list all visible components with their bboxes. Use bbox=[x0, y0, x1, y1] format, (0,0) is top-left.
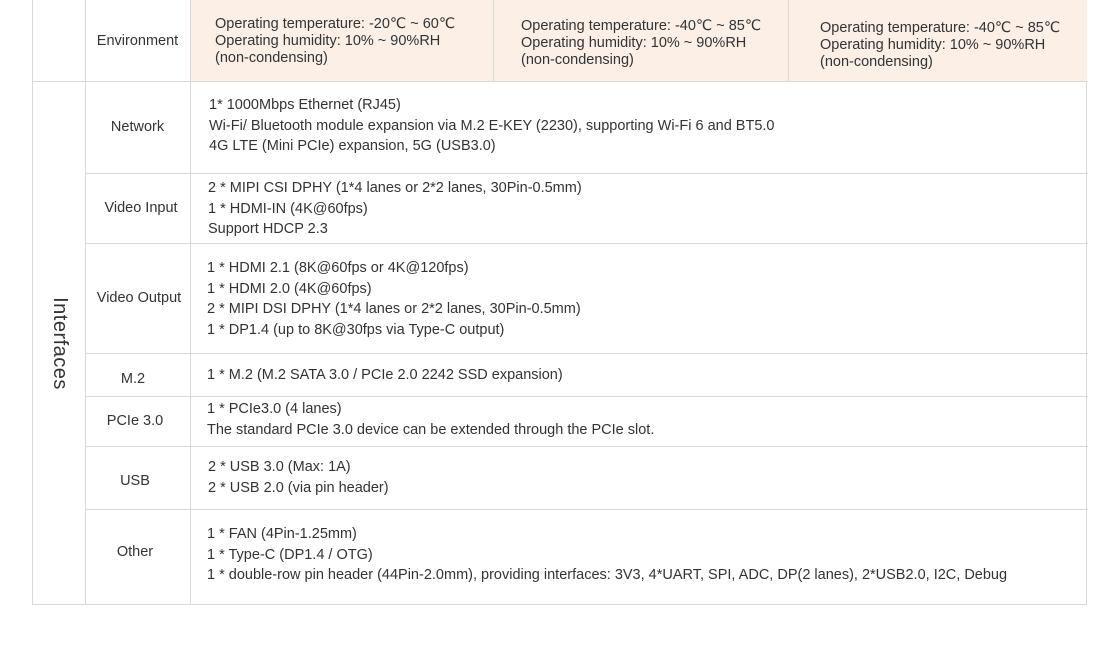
table-divider bbox=[85, 446, 1088, 447]
row-label: M.2 bbox=[120, 370, 146, 387]
table-divider bbox=[788, 0, 789, 81]
row-content bbox=[209, 95, 775, 157]
content-line: 1 * FAN (4Pin-1.25mm) bbox=[207, 526, 357, 542]
row-content bbox=[207, 365, 563, 386]
interface-row-pcie bbox=[33, 396, 1088, 446]
row-label: Video Input bbox=[104, 200, 178, 216]
row-label: Other bbox=[116, 544, 154, 560]
interface-row-network bbox=[33, 81, 1088, 173]
environment-cell-3 bbox=[789, 0, 1087, 81]
table-divider bbox=[33, 81, 1088, 82]
content-line: 1 * M.2 (M.2 SATA 3.0 / PCIe 2.0 2242 SSD expansion) bbox=[207, 367, 563, 383]
content-line: 2 * MIPI CSI DPHY (1*4 lanes or 2*2 lanes, 30Pin-0.5mm) bbox=[208, 180, 582, 196]
content-line: 2 * MIPI DSI DPHY (1*4 lanes or 2*2 lanes, 30Pin-0.5mm) bbox=[207, 301, 581, 317]
table-divider bbox=[493, 0, 494, 81]
table-divider bbox=[85, 0, 86, 605]
table-divider bbox=[85, 509, 1088, 510]
table-divider bbox=[190, 0, 191, 605]
table-divider bbox=[85, 173, 1088, 174]
environment-text: (non-condensing) bbox=[215, 50, 328, 66]
environment-text: Operating temperature: -20℃ ~ 60℃ bbox=[215, 16, 456, 32]
row-content bbox=[207, 399, 654, 440]
content-line: 1 * double-row pin header (44Pin-2.0mm), providing interfaces: 3V3, 4*UART, SPI, ADC, DP(2 lanes), 2*USB2.0, I2C, Debug bbox=[207, 567, 1008, 583]
content-line: 1 * Type-C (DP1.4 / OTG) bbox=[207, 546, 373, 563]
content-line: 4G LTE (Mini PCIe) expansion, 5G (USB3.0) bbox=[209, 138, 496, 154]
interface-row-usb bbox=[33, 446, 1088, 509]
spec-table bbox=[32, 0, 1087, 605]
row-content bbox=[208, 178, 582, 240]
content-line: 2 * USB 3.0 (Max: 1A) bbox=[208, 459, 351, 475]
interface-row-other bbox=[33, 509, 1088, 605]
interfaces-label-text: Interfaces bbox=[48, 296, 71, 390]
table-divider bbox=[85, 396, 1088, 397]
table-divider bbox=[85, 353, 1088, 354]
environment-cell-1 bbox=[191, 0, 493, 81]
content-line: 1 * PCIe3.0 (4 lanes) bbox=[207, 401, 342, 417]
content-line: 1 * DP1.4 (up to 8K@30fps via Type-C output) bbox=[207, 321, 505, 338]
content-line: 1 * HDMI 2.1 (8K@60fps or 4K@120fps) bbox=[207, 260, 469, 276]
row-label: PCIe 3.0 bbox=[106, 413, 164, 429]
row-label: Network bbox=[110, 119, 165, 135]
row-label: Video Output bbox=[96, 290, 182, 306]
row-content bbox=[207, 524, 1007, 586]
environment-cell-2 bbox=[494, 0, 788, 81]
row-content bbox=[207, 258, 581, 340]
environment-text: Operating humidity: 10% ~ 90%RH bbox=[820, 37, 1046, 53]
environment-text: Operating humidity: 10% ~ 90%RH bbox=[521, 35, 747, 51]
table-divider bbox=[85, 243, 1088, 244]
environment-text: Operating temperature: -40℃ ~ 85℃ bbox=[521, 18, 762, 34]
content-line: 1 * HDMI-IN (4K@60fps) bbox=[208, 200, 368, 217]
environment-text: Operating temperature: -40℃ ~ 85℃ bbox=[820, 20, 1061, 36]
content-line: 1* 1000Mbps Ethernet (RJ45) bbox=[209, 97, 401, 113]
interface-row-m2 bbox=[33, 353, 1088, 396]
row-label: USB bbox=[120, 472, 150, 489]
content-line: Support HDCP 2.3 bbox=[208, 221, 328, 237]
content-line: Wi-Fi/ Bluetooth module expansion via M.2 E-KEY (2230), supporting Wi-Fi 6 and BT5.0 bbox=[209, 117, 775, 134]
environment-label: Environment bbox=[96, 32, 179, 49]
content-line: 1 * HDMI 2.0 (4K@60fps) bbox=[207, 280, 372, 297]
row-content bbox=[208, 457, 389, 498]
content-line: The standard PCIe 3.0 device can be extended through the PCIe slot. bbox=[207, 421, 655, 438]
environment-text: (non-condensing) bbox=[521, 52, 634, 68]
environment-row bbox=[33, 0, 1088, 81]
interface-row-video-input bbox=[33, 173, 1088, 243]
environment-text: Operating humidity: 10% ~ 90%RH bbox=[215, 33, 441, 49]
environment-text: (non-condensing) bbox=[820, 54, 933, 70]
content-line: 2 * USB 2.0 (via pin header) bbox=[208, 479, 389, 496]
interface-row-video-output bbox=[33, 243, 1088, 353]
